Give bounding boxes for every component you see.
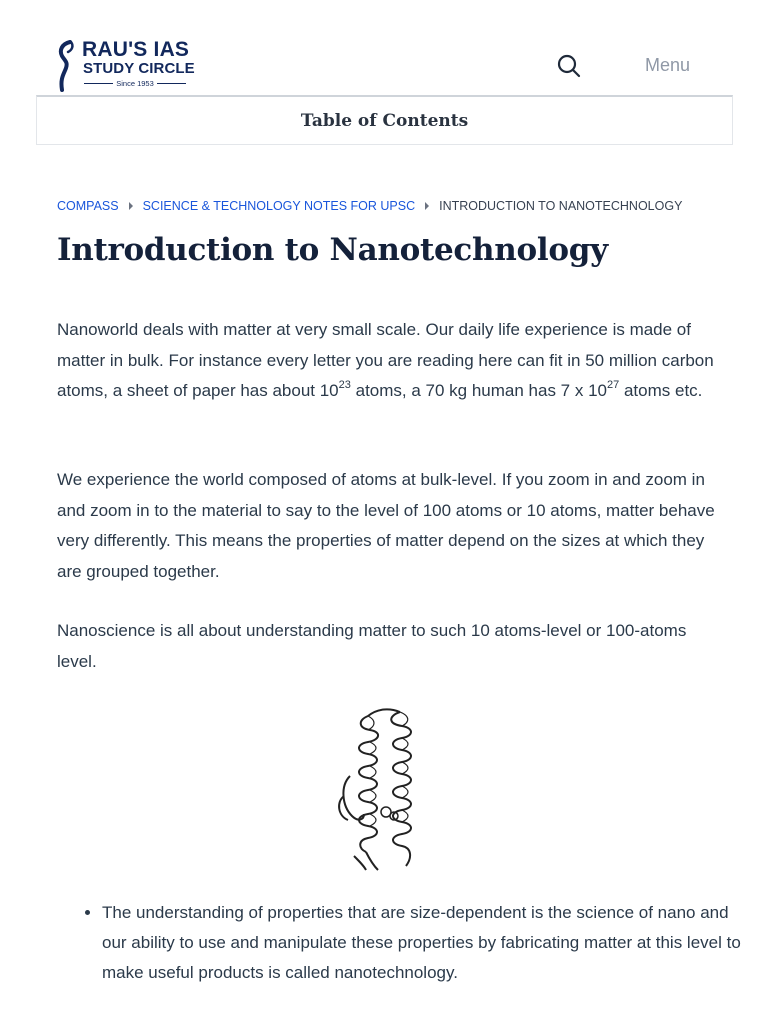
search-icon	[556, 53, 582, 79]
logo-rule-left	[84, 83, 113, 84]
logo-line-2: STUDY CIRCLE	[83, 60, 195, 77]
article-paragraph-2: We experience the world composed of atoms at bulk-level. If you zoom in and zoom in and zoom in to the material to say to the level of 100 atoms or 10 atoms, matter behave very differently. This means the properties of matter depend on the sizes at which they are grouped together.	[57, 470, 715, 581]
article-paragraph-3: Nanoscience is all about understanding matter to such 10 atoms-level or 100-atoms level.	[57, 621, 687, 671]
logo-mark-icon	[56, 40, 76, 92]
article-paragraph-1	[57, 315, 717, 407]
breadcrumb-separator-icon	[425, 202, 429, 210]
article-bullet-list	[80, 898, 742, 988]
search-button[interactable]	[556, 53, 582, 79]
breadcrumb-link-compass[interactable]: COMPASS	[57, 199, 119, 213]
logo-since-text: Since 1953	[116, 79, 154, 88]
p1-superscript-2: 27	[607, 379, 620, 392]
logo-rule-right	[157, 83, 186, 84]
site-logo[interactable]	[56, 38, 196, 94]
breadcrumb-separator-icon	[129, 202, 133, 210]
breadcrumb	[57, 199, 682, 213]
p1-text-c: atoms etc.	[619, 381, 703, 400]
site-header	[0, 0, 768, 96]
list-item: • The understanding of properties that are size-dependent is the science of nano and our ability to use and manipulate these properties by fabricating matter at this level to make useful products is called nanotechnology.	[102, 898, 742, 988]
page-title: Introduction to Nanotechnology	[57, 232, 608, 268]
p1-text-a: Nanoworld deals with matter at very small scale. Our daily life experience is made of matter in bulk. For instance every letter you are reading here can fit in 50 million carbon atoms, a sheet of paper has about 10	[57, 320, 714, 400]
p1-text-b: atoms, a 70 kg human has 7 x 10	[350, 381, 607, 400]
protein-helix-icon	[330, 706, 438, 874]
protein-helix-illustration	[330, 706, 438, 874]
breadcrumb-current: INTRODUCTION TO NANOTECHNOLOGY	[439, 199, 683, 213]
table-of-contents-toggle[interactable]: Table of Contents	[36, 95, 733, 145]
breadcrumb-link-science-notes[interactable]: SCIENCE & TECHNOLOGY NOTES FOR UPSC	[142, 199, 416, 213]
logo-since	[84, 79, 186, 88]
p1-superscript-1: 23	[338, 379, 351, 392]
menu-button[interactable]: Menu	[645, 55, 691, 75]
logo-line-1: RAU'S IAS	[82, 38, 190, 61]
